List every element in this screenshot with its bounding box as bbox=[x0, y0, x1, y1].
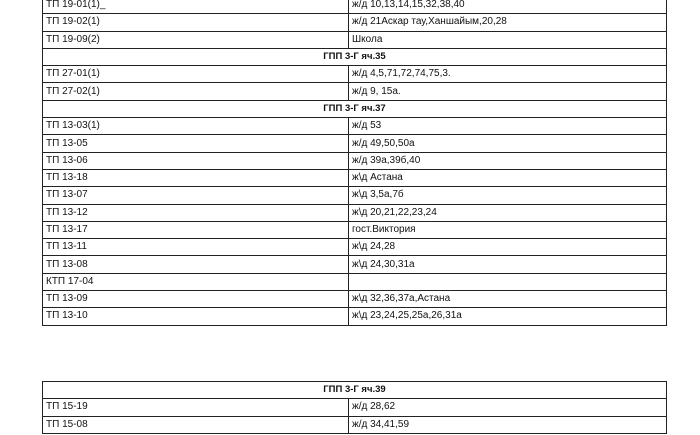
table-row bbox=[43, 31, 667, 48]
address-cell: гост.Виктория bbox=[349, 221, 667, 238]
substation-cell: ТП 13-09 bbox=[43, 291, 349, 308]
substation-table-2 bbox=[42, 381, 667, 434]
substation-cell: ТП 19-02(1) bbox=[43, 14, 349, 31]
table-row bbox=[43, 291, 667, 308]
address-cell: ж\д 24,30,31а bbox=[349, 256, 667, 273]
substation-cell: ТП 13-11 bbox=[43, 239, 349, 256]
address-cell: ж/д 10,13,14,15,32,38,40 bbox=[349, 0, 667, 14]
table-row bbox=[43, 135, 667, 152]
substation-cell: ТП 15-19 bbox=[43, 399, 349, 416]
address-cell: ж\д 24,28 bbox=[349, 239, 667, 256]
table-row bbox=[43, 273, 667, 290]
table-row bbox=[43, 416, 667, 433]
substation-cell: ТП 15-08 bbox=[43, 416, 349, 433]
address-cell: ж/д 53 bbox=[349, 118, 667, 135]
address-cell bbox=[349, 273, 667, 290]
address-cell: ж\д 20,21,22,23,24 bbox=[349, 204, 667, 221]
table-1-body bbox=[43, 0, 667, 325]
table-2-body bbox=[43, 382, 667, 434]
substation-cell: ТП 13-08 bbox=[43, 256, 349, 273]
section-header-row bbox=[43, 382, 667, 399]
table-row bbox=[43, 204, 667, 221]
section-header: ГПП 3-Г яч.39 bbox=[43, 382, 667, 399]
table-row bbox=[43, 0, 667, 14]
table-row bbox=[43, 118, 667, 135]
substation-cell: ТП 13-05 bbox=[43, 135, 349, 152]
table-row bbox=[43, 308, 667, 325]
address-cell: ж/д 39а,39б,40 bbox=[349, 152, 667, 169]
address-cell: ж\д 3,5а,7б bbox=[349, 187, 667, 204]
table-row bbox=[43, 152, 667, 169]
substation-table-1 bbox=[42, 0, 667, 326]
address-cell: ж/д 28,62 bbox=[349, 399, 667, 416]
address-cell: ж/д 34,41,59 bbox=[349, 416, 667, 433]
section-header: ГПП 3-Г яч.37 bbox=[43, 100, 667, 117]
address-cell: ж\д 23,24,25,25а,26,31а bbox=[349, 308, 667, 325]
address-cell: ж/д 9, 15а. bbox=[349, 83, 667, 100]
substation-cell: КТП 17-04 bbox=[43, 273, 349, 290]
table-row bbox=[43, 239, 667, 256]
substation-cell: ТП 27-02(1) bbox=[43, 83, 349, 100]
section-header-row bbox=[43, 100, 667, 117]
section-header: ГПП 3-Г яч.35 bbox=[43, 48, 667, 65]
substation-cell: ТП 27-01(1) bbox=[43, 66, 349, 83]
address-cell: Школа bbox=[349, 31, 667, 48]
address-cell: ж\д 32,36,37а,Астана bbox=[349, 291, 667, 308]
table-row bbox=[43, 399, 667, 416]
table-row bbox=[43, 256, 667, 273]
table-row bbox=[43, 14, 667, 31]
substation-cell: ТП 13-03(1) bbox=[43, 118, 349, 135]
table-row bbox=[43, 187, 667, 204]
table-row bbox=[43, 169, 667, 186]
substation-cell: ТП 19-09(2) bbox=[43, 31, 349, 48]
substation-cell: ТП 13-07 bbox=[43, 187, 349, 204]
substation-cell: ТП 13-18 bbox=[43, 169, 349, 186]
substation-cell: ТП 13-12 bbox=[43, 204, 349, 221]
table-row bbox=[43, 221, 667, 238]
table-row bbox=[43, 83, 667, 100]
address-cell: ж/д 4,5,71,72,74,75,3. bbox=[349, 66, 667, 83]
address-cell: ж\д Астана bbox=[349, 169, 667, 186]
address-cell: ж/д 49,50,50а bbox=[349, 135, 667, 152]
substation-cell: ТП 19-01(1)_ bbox=[43, 0, 349, 14]
table-row bbox=[43, 66, 667, 83]
substation-cell: ТП 13-17 bbox=[43, 221, 349, 238]
substation-cell: ТП 13-06 bbox=[43, 152, 349, 169]
substation-cell: ТП 13-10 bbox=[43, 308, 349, 325]
section-header-row bbox=[43, 48, 667, 65]
address-cell: ж/д 21Аскар тау,Ханшайым,20,28 bbox=[349, 14, 667, 31]
